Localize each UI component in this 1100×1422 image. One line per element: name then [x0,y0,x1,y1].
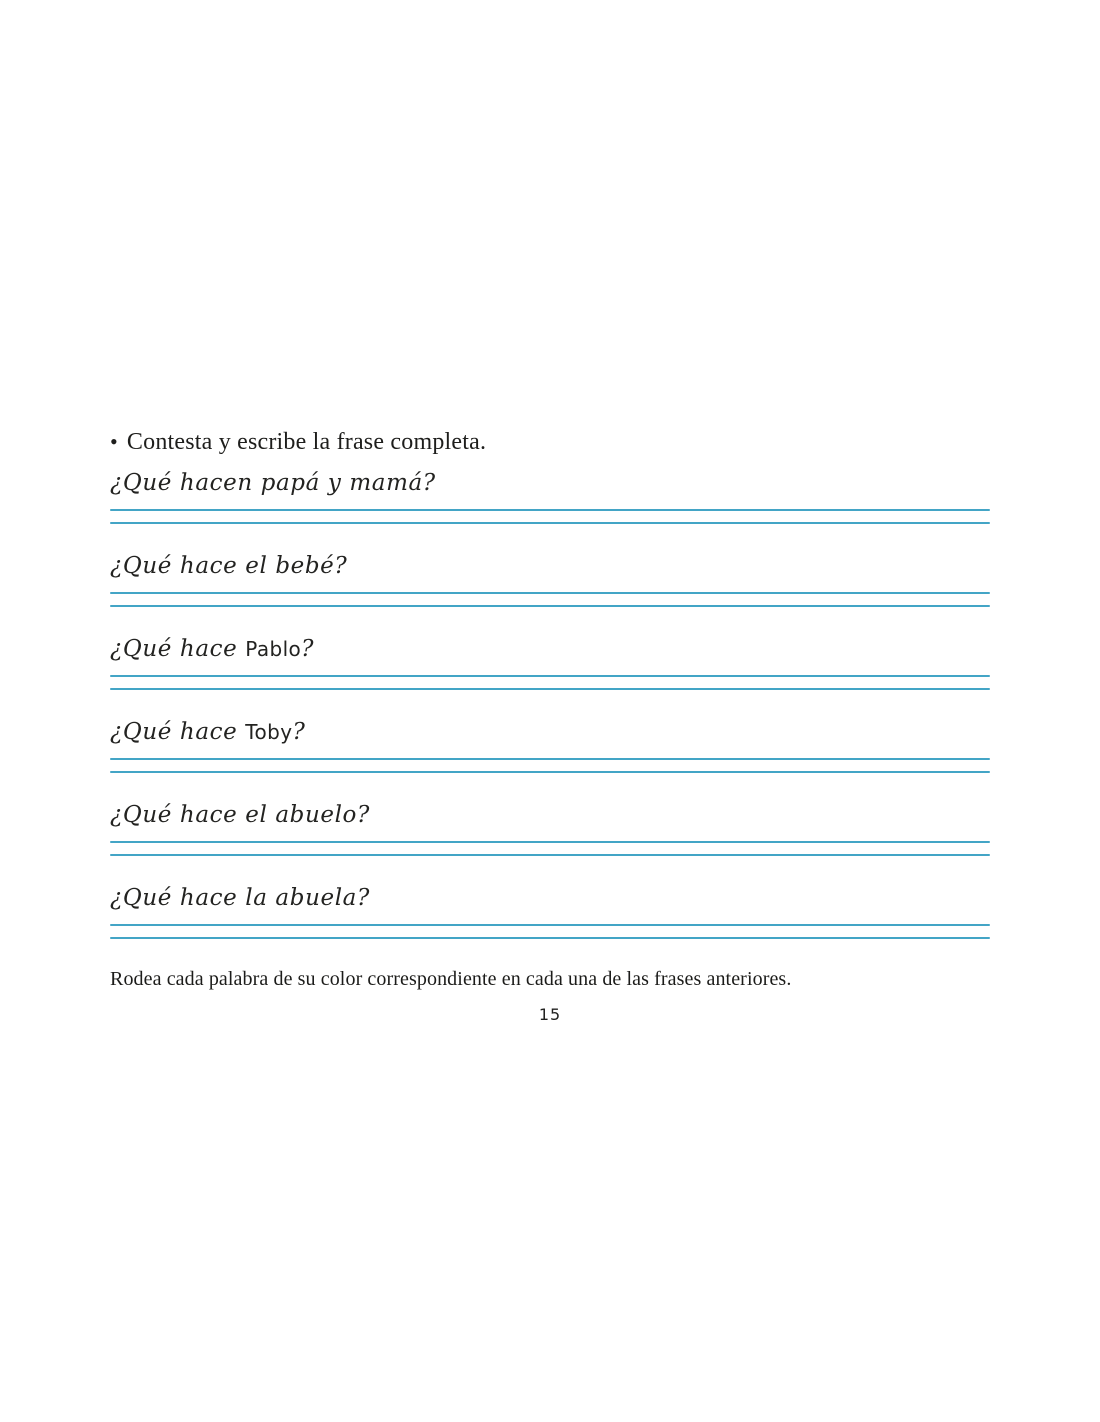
question-print-name: Pablo [245,637,302,661]
question-cursive-text: ¿Qué hacen papá y mamá? [110,470,436,496]
question-block-3 [110,636,990,719]
answer-line [110,924,990,926]
question-text [110,802,370,828]
worksheet-content [110,427,990,991]
question-block-5 [110,802,990,885]
question-cursive-suffix: ? [292,719,306,745]
question-text [110,885,370,911]
question-print-name: Toby [245,720,293,744]
question-text [110,553,347,579]
bullet-icon: • [110,429,118,454]
answer-line [110,675,990,677]
answer-line [110,937,990,939]
exercise-instruction-text: Contesta y escribe la frase completa. [126,429,487,455]
exercise-instruction [110,427,990,457]
question-text [110,636,314,662]
question-block-2 [110,553,990,636]
question-cursive-text: ¿Qué hace [110,719,246,745]
answer-line [110,841,990,843]
answer-line [110,522,990,524]
question-text [110,470,436,496]
question-cursive-text: ¿Qué hace el abuelo? [110,802,370,828]
answer-line [110,688,990,690]
question-cursive-suffix: ? [301,636,315,662]
footer-instruction: Rodea cada palabra de su color correspondiente en cada una de las frases anteriores. [110,968,792,990]
question-cursive-text: ¿Qué hace la abuela? [110,885,370,911]
answer-line [110,771,990,773]
question-block-4 [110,719,990,802]
answer-line [110,605,990,607]
page-number: 15 [538,1005,562,1024]
answer-line [110,758,990,760]
question-block-6 [110,885,990,968]
answer-line [110,509,990,511]
question-cursive-text: ¿Qué hace el bebé? [110,553,348,579]
question-block-1 [110,470,990,553]
question-cursive-text: ¿Qué hace [110,636,246,662]
answer-line [110,592,990,594]
answer-line [110,854,990,856]
question-text [110,719,305,745]
